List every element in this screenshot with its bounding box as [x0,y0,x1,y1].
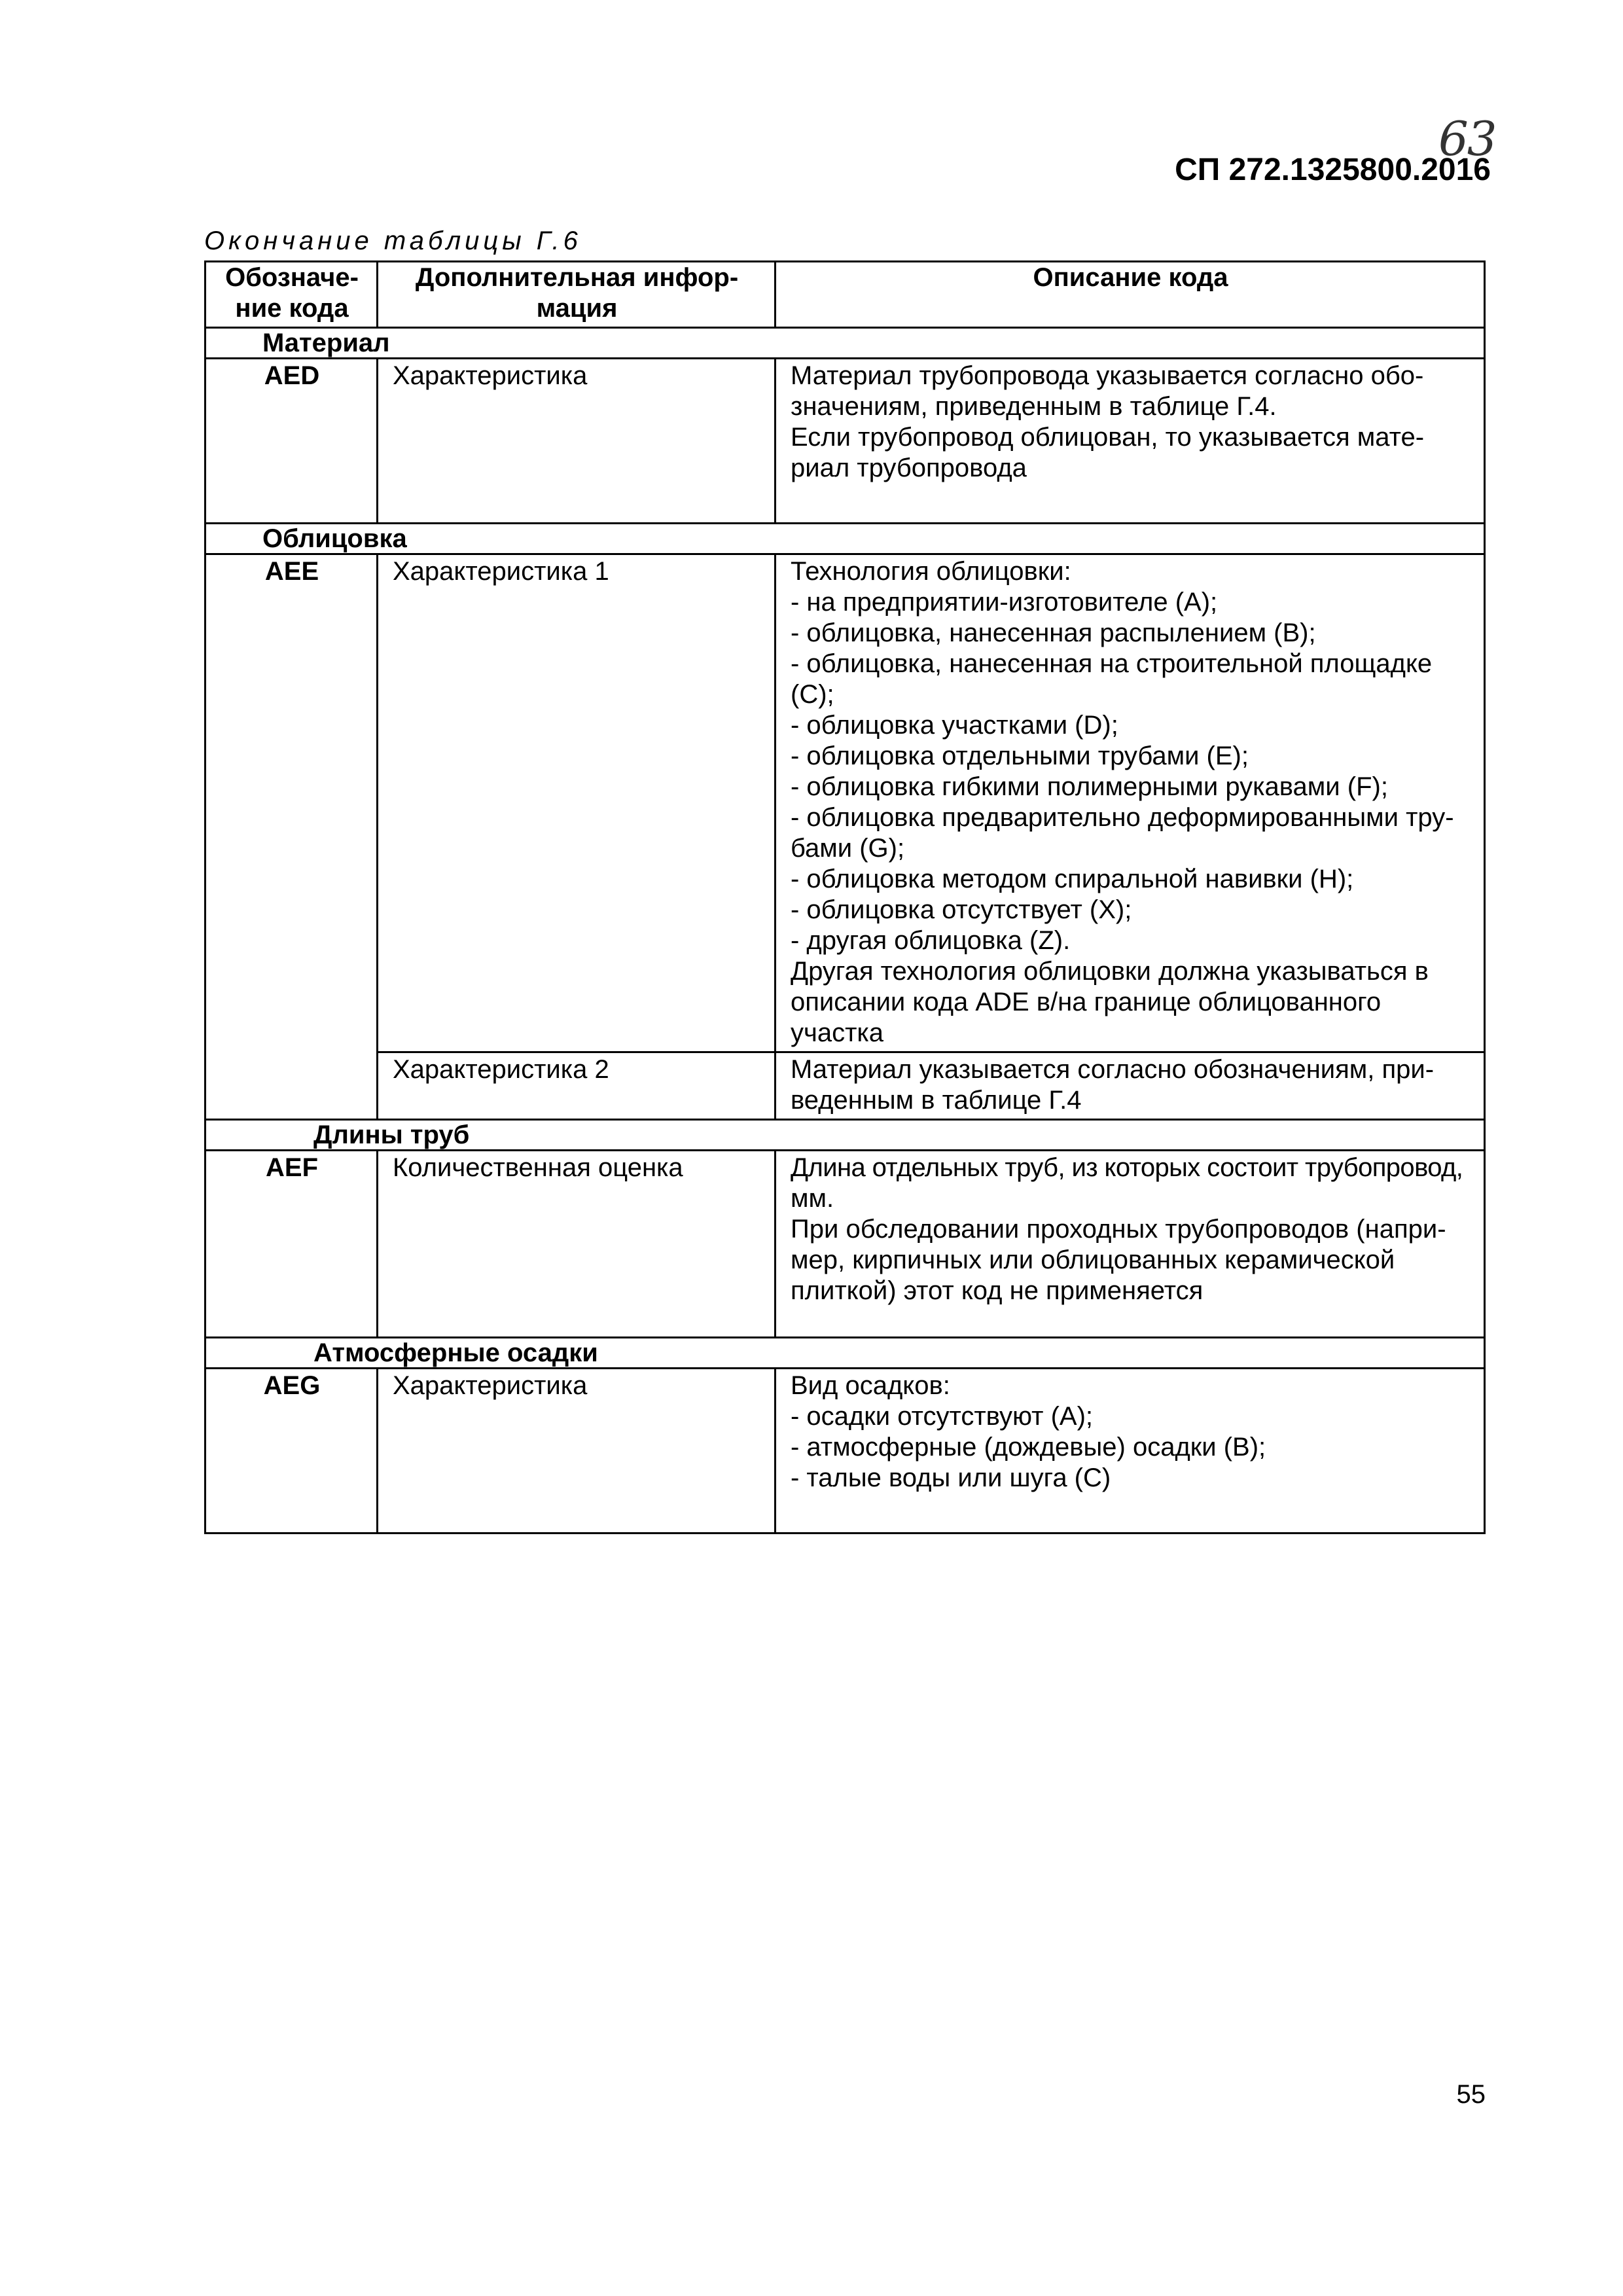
description-line: Если трубопровод облицован, то указывается мате- [791,423,1425,452]
info-cell: Количественная оценка [378,1151,776,1338]
description-line: - облицовка, нанесенная на строительной площадке [791,649,1433,678]
description-cell [776,554,1485,1052]
description-line: - на предприятии-изготовителе (A); [791,588,1218,617]
description-line: мм. [791,1184,834,1213]
description-line: - другая облицовка (Z). [791,926,1071,955]
description-line: Материал указывается согласно обозначениям, при- [791,1055,1435,1084]
description-line: (C); [791,680,834,709]
description-line: мер, кирпичных или облицованных керамической [791,1246,1395,1274]
table-row [205,554,1485,1052]
section-title: Материал [205,328,1485,359]
description-line: - облицовка отсутствует (X); [791,895,1132,924]
description-line: - облицовка предварительно деформированными тру- [791,803,1454,832]
table-row [205,359,1485,524]
code-table [204,260,1486,1534]
section-row-material [205,328,1485,359]
description-line: - облицовка гибкими полимерными рукавами (F); [791,772,1388,801]
description-cell [776,1369,1485,1534]
info-cell: Характеристика 1 [378,554,776,1052]
table-row [205,1151,1485,1338]
info-cell: Характеристика [378,359,776,524]
description-line: участка [791,1018,884,1047]
code-cell: AEF [205,1151,378,1338]
section-row-pipe-lengths [205,1120,1485,1151]
info-cell: Характеристика [378,1369,776,1534]
document-code: СП 272.1325800.2016 [1175,152,1491,187]
section-title: Облицовка [205,524,1485,554]
section-row-precipitation [205,1338,1485,1369]
section-row-lining [205,524,1485,554]
section-title: Длины труб [205,1120,1485,1151]
table-caption: Окончание таблицы Г.6 [204,226,582,255]
description-line: Другая технология облицовки должна указываться в [791,957,1429,986]
header-code-description: Описание кода [776,262,1485,328]
description-line: - облицовка отдельными трубами (E); [791,742,1249,770]
description-line: Длина отдельных труб, из которых состоит трубопровод, [791,1153,1463,1182]
code-cell: AEE [205,554,378,1120]
handwritten-page-number: 63 [1438,111,1496,166]
info-cell: Характеристика 2 [378,1052,776,1120]
table-row [205,1369,1485,1534]
code-cell: AEG [205,1369,378,1534]
code-cell: AED [205,359,378,524]
description-line: - талые воды или шуга (C) [791,1463,1111,1492]
description-line: - осадки отсутствуют (A); [791,1402,1094,1431]
description-line: описании кода ADE в/на границе облицованного [791,988,1382,1016]
description-line: Технология облицовки: [791,557,1071,586]
header-additional-info: Дополнительная инфор-мация [378,262,776,328]
description-cell [776,1052,1485,1120]
description-line: При обследовании проходных трубопроводов (напри- [791,1215,1446,1244]
description-line: - облицовка участками (D); [791,711,1118,740]
description-line: - облицовка, нанесенная распылением (B); [791,619,1316,647]
section-title: Атмосферные осадки [205,1338,1485,1369]
description-line: риал трубопровода [791,454,1027,482]
table-header-row [205,262,1485,328]
description-cell [776,1151,1485,1338]
header-code-designation: Обозначе-ние кода [205,262,378,328]
table-row [205,1052,1485,1120]
description-line: бами (G); [791,834,905,863]
description-line: Вид осадков: [791,1371,950,1400]
page-number: 55 [1456,2080,1486,2109]
description-line: - облицовка методом спиральной навивки (H); [791,865,1354,893]
description-line: веденным в таблице Г.4 [791,1086,1082,1115]
description-line: плиткой) этот код не применяется [791,1276,1204,1305]
description-line: - атмосферные (дождевые) осадки (B); [791,1433,1266,1462]
description-cell [776,359,1485,524]
description-line: значениям, приведенным в таблице Г.4. [791,392,1277,421]
description-line: Материал трубопровода указывается согласно обо- [791,361,1424,390]
